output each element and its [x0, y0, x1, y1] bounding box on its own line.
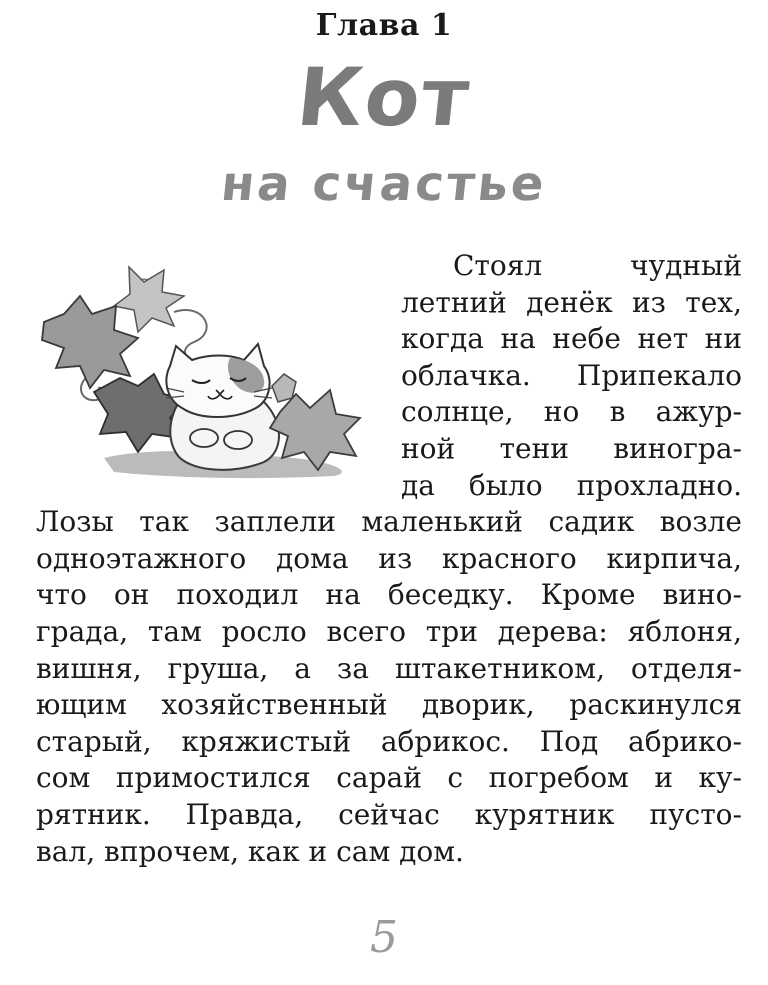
text-line: Стоял чудный: [453, 249, 742, 282]
chapter-label: Глава 1: [315, 8, 453, 43]
text-line: одноэтажного дома из красного кирпича,: [36, 541, 742, 575]
text-line: солнце, но в ажур-: [401, 395, 742, 429]
text-line: вал, впрочем, как и сам дом.: [36, 834, 464, 868]
text-line: сом примостился сарай с погребом и ку-: [36, 761, 742, 795]
text-line: рятник. Правда, сейчас курятник пусто-: [36, 797, 742, 831]
text-line: старый, кряжистый абрикос. Под абрико-: [36, 724, 742, 758]
text-line: да было прохладно.: [401, 468, 742, 502]
text-line: облачка. Припекало: [401, 358, 742, 392]
text-line: летний денёк из тех,: [401, 285, 742, 319]
page-number: 5: [370, 912, 398, 963]
chapter-subtitle: на счастье: [218, 156, 550, 212]
chapter-title: Кот: [292, 51, 476, 144]
text-line: что он походил на беседку. Кроме вино-: [36, 578, 742, 612]
text-line: когда на небе нет ни: [401, 322, 742, 356]
text-line: ной тени виногра-: [401, 431, 742, 465]
chapter-body-text: [36, 248, 742, 870]
text-line: града, там росло всего три дерева: яблоня,: [36, 614, 742, 648]
text-line: вишня, груша, а за штакетником, отделя-: [36, 651, 742, 685]
text-line: Лозы так заплели маленький садик возле: [36, 505, 742, 539]
text-line: ющим хозяйственный дворик, раскинулся: [36, 688, 742, 722]
